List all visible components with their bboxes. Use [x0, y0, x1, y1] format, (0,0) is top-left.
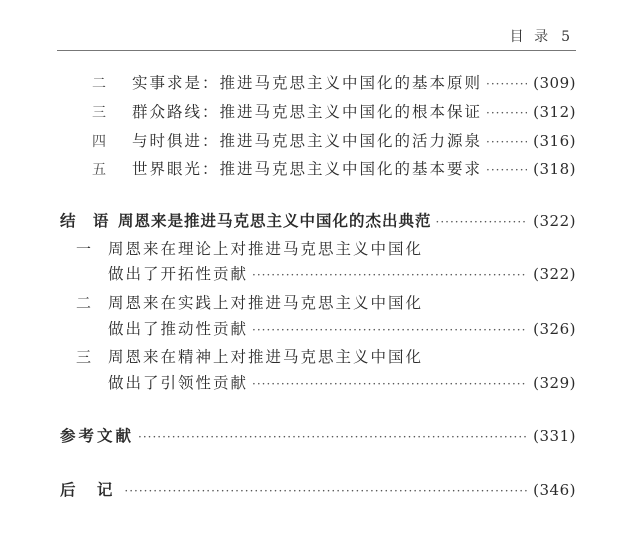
toc-entry[interactable] [92, 130, 576, 152]
dot-leader [252, 319, 527, 341]
toc-afterword-entry[interactable] [60, 479, 576, 501]
toc-entry-page: (316) [533, 132, 576, 150]
header-page-number: 5 [561, 29, 570, 45]
afterword-label: 后 记 [60, 481, 121, 499]
conclusion-title: 周恩来是推进马克思主义中国化的杰出典范 [118, 212, 432, 230]
toc-subentry-line2[interactable] [108, 318, 576, 340]
toc-subentry-line1[interactable] [76, 346, 576, 368]
toc-references-entry[interactable] [60, 425, 576, 447]
toc-subentry-page: (326) [533, 320, 576, 338]
toc-subentry-number: 一 [76, 240, 92, 258]
toc-subentry-number: 二 [76, 294, 92, 312]
toc-entry-title: 世界眼光：推进马克思主义中国化的基本要求 [132, 160, 483, 178]
references-page: (331) [533, 427, 576, 445]
toc-subentry-page: (329) [533, 374, 576, 392]
toc-entry-number: 四 [92, 134, 106, 150]
toc-entry[interactable] [92, 72, 576, 94]
toc-entry-title: 与时俱进：推进马克思主义中国化的活力源泉 [132, 132, 483, 150]
toc-entry-title: 群众路线：推进马克思主义中国化的根本保证 [132, 103, 483, 121]
dot-leader [486, 159, 527, 181]
toc-subentry-line1[interactable] [76, 238, 576, 260]
toc-subentry-title-cont: 做出了引领性贡献 [108, 374, 249, 392]
dot-leader [138, 426, 527, 448]
dot-leader [124, 480, 527, 502]
afterword-page: (346) [533, 481, 576, 499]
running-header [510, 26, 570, 46]
header-rule [57, 50, 576, 51]
dot-leader [486, 131, 527, 153]
toc-subentry-title-cont: 做出了推动性贡献 [108, 320, 249, 338]
toc-subentry-title: 周恩来在精神上对推进马克思主义中国化 [108, 348, 424, 366]
toc-entry-title: 实事求是：推进马克思主义中国化的基本原则 [132, 74, 483, 92]
toc-subentry-title: 周恩来在理论上对推进马克思主义中国化 [108, 240, 424, 258]
toc-subentry-line1[interactable] [76, 292, 576, 314]
header-section-label: 目 录 [509, 29, 552, 45]
toc-entry-page: (318) [533, 160, 576, 178]
dot-leader [436, 211, 528, 233]
toc-subentry-title-cont: 做出了开拓性贡献 [108, 265, 249, 283]
toc-conclusion-entry[interactable] [60, 210, 576, 232]
conclusion-label: 结 语 [60, 212, 115, 230]
toc-entry-number: 五 [92, 162, 106, 178]
toc-subentry-line2[interactable] [108, 372, 576, 394]
toc-entry-number: 三 [92, 105, 106, 121]
toc-entry-number: 二 [92, 76, 106, 92]
conclusion-page: (322) [533, 212, 576, 230]
toc-subentry-title: 周恩来在实践上对推进马克思主义中国化 [108, 294, 424, 312]
dot-leader [486, 102, 527, 124]
references-label: 参考文献 [60, 427, 135, 445]
toc-subentry-page: (322) [533, 265, 576, 283]
toc-subentry-line2[interactable] [108, 263, 576, 285]
dot-leader [252, 264, 527, 286]
toc-entry[interactable] [92, 101, 576, 123]
dot-leader [252, 373, 527, 395]
toc-entry-page: (309) [533, 74, 576, 92]
toc-entry-page: (312) [533, 103, 576, 121]
toc-subentry-number: 三 [76, 348, 92, 366]
dot-leader [486, 73, 527, 95]
toc-entry[interactable] [92, 158, 576, 180]
